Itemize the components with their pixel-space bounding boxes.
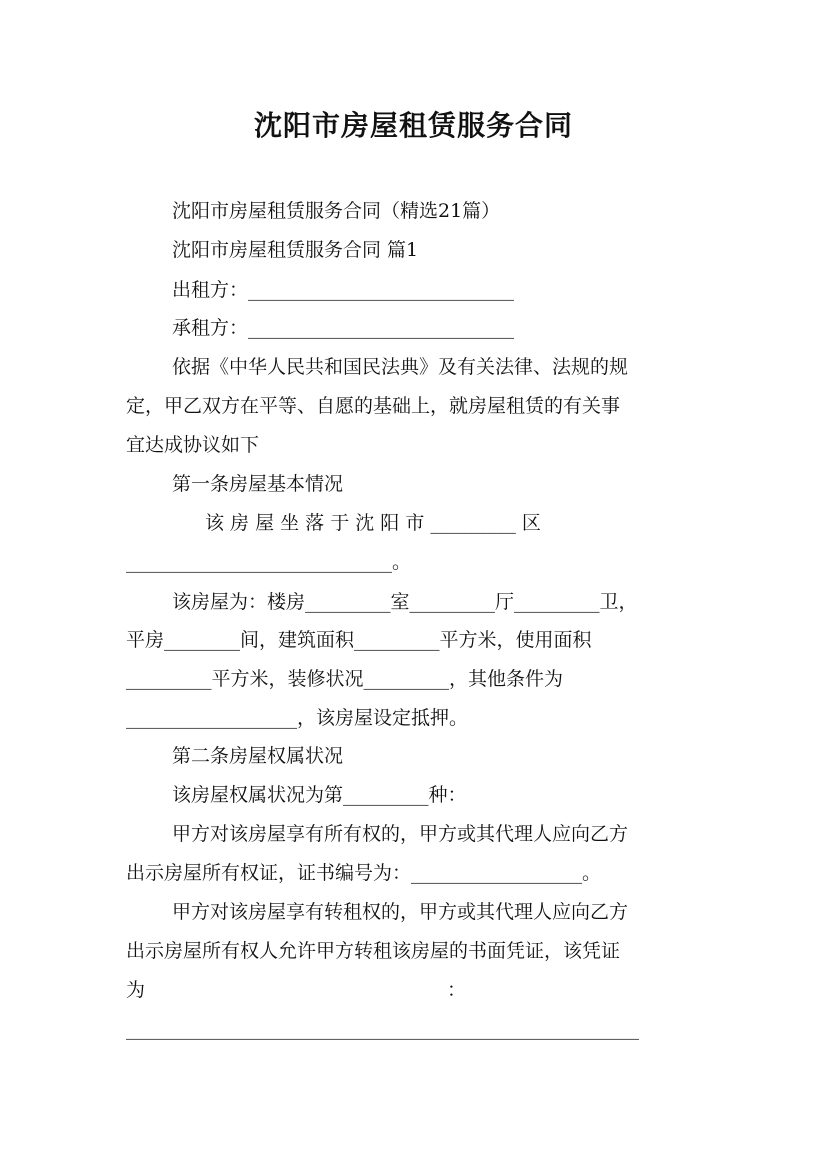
paragraph-line: 该房屋权属状况为第_________种： <box>172 784 467 806</box>
paragraph-line: 甲方对该房屋享有所有权的，甲方或其代理人应向乙方 <box>172 823 629 845</box>
paragraph-line: 出示房屋所有权证，证书编号为：__________________。 <box>126 862 602 884</box>
paragraph-line: 甲方对该房屋享有转租权的，甲方或其代理人应向乙方 <box>172 901 629 923</box>
lessee-field: 承租方：____________________________ <box>172 317 515 339</box>
lessor-field: 出租方：____________________________ <box>172 279 515 301</box>
paragraph-line: ____________________________。 <box>126 551 412 573</box>
paragraph-line: _________平方米，装修状况_________，其他条件为 <box>126 668 564 690</box>
subtitle-line: 沈阳市房屋租赁服务合同（精选21篇） <box>172 200 501 222</box>
document-title: 沈阳市房屋租赁服务合同 <box>253 109 573 142</box>
article-heading: 第二条房屋权属状况 <box>172 745 344 767</box>
article-heading: 第一条房屋基本情况 <box>172 473 344 495</box>
section-heading: 沈阳市房屋租赁服务合同 篇1 <box>172 239 419 261</box>
paragraph-line: 定，甲乙双方在平等、自愿的基础上，就房屋租赁的有关事 <box>126 395 621 417</box>
paragraph-line: 依据《中华人民共和国民法典》及有关法律、法规的规 <box>172 356 629 378</box>
paragraph-line: 宜达成协议如下 <box>126 434 260 456</box>
paragraph-line: __________________，该房屋设定抵押。 <box>126 707 469 729</box>
paragraph-line: 该房屋为：楼房_________室_________厅_________卫， <box>172 591 638 613</box>
paragraph-line: 平房________间，建筑面积_________平方米，使用面积 <box>126 629 592 651</box>
paragraph-line: 出示房屋所有权人允许甲方转租该房屋的书面凭证，该凭证 <box>126 940 621 962</box>
blank-underline: ______________________________________________________ <box>126 1018 639 1040</box>
paragraph-line: 该 房 屋 坐 落 于 沈 阳 市 _________ 区 <box>205 512 541 534</box>
paragraph-line: 为 ： <box>126 979 466 1001</box>
